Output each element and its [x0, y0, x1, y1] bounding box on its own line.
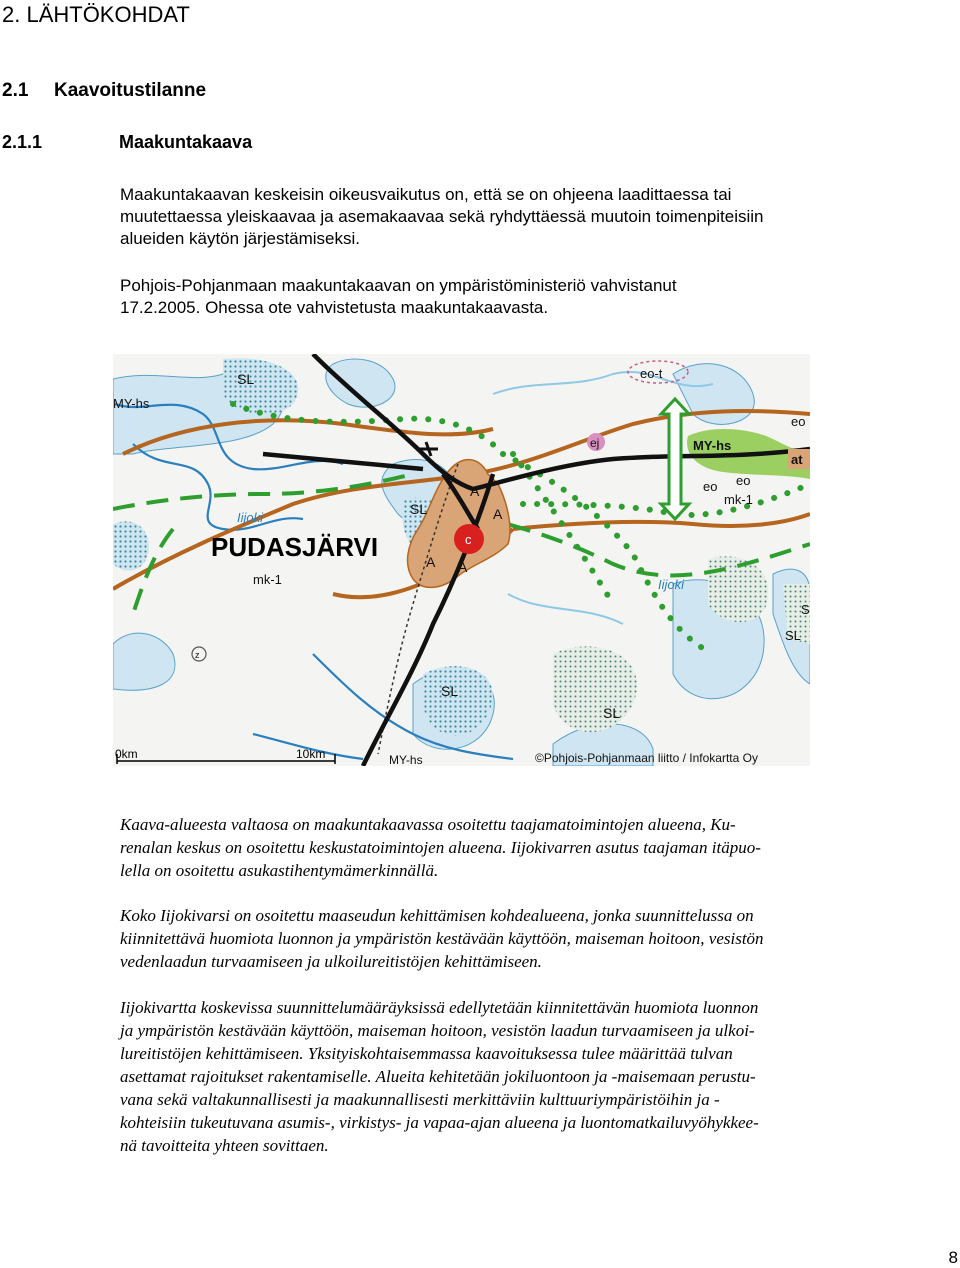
- label-sl: SL: [785, 628, 801, 643]
- text-line: vana sekä valtakunnallisesti ja maakunnallisesti merkittäviin kulttuuriympäristöihin ja -: [120, 1090, 720, 1109]
- town-name: PUDASJÄRVI: [211, 532, 379, 562]
- text-line: kiinnitettävä huomiota luonnon ja ympäristön kestävään käyttöön, maiseman hoitoon, vesistön: [120, 929, 764, 948]
- heading-2-title: Kaavoitustilanne: [54, 80, 207, 101]
- paragraph-2: [120, 275, 900, 319]
- text-line: lella on osoitettu asukastihentymämerkinnällä.: [120, 861, 439, 880]
- heading-1: 2. LÄHTÖKOHDAT: [2, 2, 190, 27]
- label-a: A: [470, 483, 480, 499]
- heading-3: [2, 132, 252, 153]
- label-a: A: [493, 506, 503, 522]
- text-line: Kaava-alueesta valtaosa on maakuntakaavassa osoitettu taajamatoimintojen alueena, Ku-: [120, 815, 736, 834]
- label-sl: SL: [441, 683, 459, 699]
- label-a: A: [458, 559, 468, 575]
- label-sl: SL: [603, 705, 621, 721]
- label-my-hs: MY-hs: [693, 438, 732, 453]
- regional-plan-map: [113, 354, 810, 766]
- label-sl: SL: [410, 501, 428, 517]
- text-line: nä tavoitteita yhteen sovittaen.: [120, 1136, 329, 1155]
- heading-3-number: 2.1.1: [2, 132, 43, 152]
- label-my-hs: MY-hs: [113, 396, 150, 411]
- label-eo: eo: [736, 473, 751, 488]
- text-line: 17.2.2005. Ohessa ote vahvistetusta maakuntakaavasta.: [120, 298, 549, 317]
- label-ej: ej: [590, 436, 600, 450]
- text-line: renalan keskus on osoitettu keskustatoimintojen alueena. Iijokivarren asutus taajaman itäpuo-: [120, 838, 761, 857]
- label-sl: SL: [237, 371, 255, 387]
- text-line: ja ympäristön kestävään käyttöön, maiseman hoitoon, vesistön laadun turvaamiseen ja ulkoi-: [120, 1021, 755, 1040]
- text-line: asettamat rajoitukset rakentamiselle. Alueita kehitetään jokiluontoon ja -maisemaan perustu-: [120, 1067, 756, 1086]
- text-line: kohteisiin tukeutuvana asumis-, virkistys- ja vapaa-ajan alueena ja luontomatkailuvyöhykkee-: [120, 1113, 759, 1132]
- heading-2-number: 2.1: [2, 80, 29, 101]
- label-c: c: [465, 532, 472, 547]
- label-s: S: [801, 602, 810, 617]
- label-mk-1: mk-1: [724, 492, 753, 507]
- text-line: Koko Iijokivarsi on osoitettu maaseudun kehittämisen kohdealueena, jonka suunnittelussa on: [120, 906, 754, 925]
- map-copyright: ©Pohjois-Pohjanmaan liitto / Infokartta Oy: [535, 751, 758, 765]
- text-line: Maakuntakaavan keskeisin oikeusvaikutus on, että se on ohjeena laadittaessa tai: [120, 185, 732, 204]
- text-line: Pohjois-Pohjanmaan maakuntakaavan on ympäristöministeriö vahvistanut: [120, 276, 677, 295]
- label-eo-t: eo-t: [640, 366, 663, 381]
- label-a: A: [426, 554, 436, 570]
- paragraph-3: [120, 813, 880, 882]
- label-river: Iijoki: [237, 510, 264, 525]
- label-at: at: [791, 452, 803, 467]
- text-line: Iijokivartta koskevissa suunnittelumääräyksissä edellytetään kiinnitettävän huomiota luonnon: [120, 998, 759, 1017]
- scale-end-label: 10km: [296, 747, 326, 761]
- paragraph-4: [120, 904, 880, 973]
- text-line: alueiden käytön järjestämiseksi.: [120, 229, 361, 248]
- label-my-hs: MY-hs: [389, 753, 423, 766]
- paragraph-1: [120, 184, 900, 250]
- text-line: lureitistöjen kehittämiseen. Yksityiskohtaisemmassa kaavoituksessa tulee määrittää tulvan: [120, 1044, 733, 1063]
- label-mk-1: mk-1: [253, 572, 282, 587]
- text-line: vedenlaadun turvaamiseen ja ulkoilureitistöjen kehittämiseen.: [120, 952, 542, 971]
- label-z: z: [195, 650, 200, 660]
- paragraph-5: [120, 996, 880, 1157]
- page-number: 8: [948, 1248, 958, 1267]
- label-river: Iijoki: [658, 577, 685, 592]
- heading-2: [2, 80, 206, 102]
- scale-start-label: 0km: [115, 747, 138, 761]
- text-line: muutettaessa yleiskaavaa ja asemakaavaa sekä ryhdyttäessä muutoin toimenpiteisiin: [120, 207, 764, 226]
- label-eo: eo: [791, 414, 806, 429]
- heading-3-title: Maakuntakaava: [119, 132, 253, 152]
- label-eo: eo: [703, 479, 718, 494]
